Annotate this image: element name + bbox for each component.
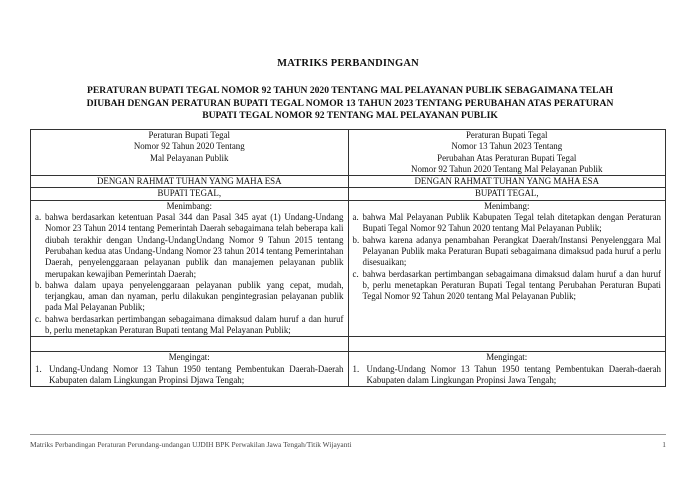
left-header-line-2: Nomor 92 Tahun 2020 Tentang [133,141,245,152]
left-rahmat: DENGAN RAHMAT TUHAN YANG MAHA ESA [31,176,349,188]
list-item: c. bahwa berdasarkan pertimbangan sebagaimana dimaksud dalam huruf a dan huruf b, perlu menetapkan Peraturan Bupati Tegal tentang Perubahan Peraturan Bupati Tegal Nomor 92 Tahun 2020 tentang Mal Pelayanan Publik; [352,268,661,302]
list-item: b. bahwa dalam upaya penyelenggaraan pelayanan publik yang cepat, mudah, terjangkau, aman dan nyaman, perlu dilakukan pengintegrasian pelayanan publik pada Mal Pelayanan Publik; [35,279,344,313]
right-header-line-2: Nomor 13 Tahun 2023 Tentang [451,141,563,152]
left-header-line-1: Peraturan Bupati Tegal [148,130,231,140]
bupati-row [31,188,666,200]
left-menimbang-label: Menimbang: [166,200,212,211]
right-menimbang-label: Menimbang: [484,200,530,211]
right-header-line-3: Perubahan Atas Peraturan Bupati Tegal [437,152,577,163]
list-item: 1. Undang-Undang Nomor 13 Tahun 1950 tentang Pembentukan Daerah-Daerah Kabupaten dalam Lingkungan Propinsi Djawa Tengah; [35,363,344,385]
list-item: a. bahwa Mal Pelayanan Publik Kabupaten Tegal telah ditetapkan dengan Peraturan Bupati Tegal Nomor 92 Tahun 2020 tentang Mal Pelayanan Publik; [352,212,661,234]
right-header-line-4: Nomor 92 Tahun 2020 Tentang Mal Pelayanan Publik [411,163,603,174]
left-mengingat-label: Mengingat: [168,352,210,363]
right-mengingat-cell [348,352,666,387]
list-item: b. bahwa karena adanya penambahan Perangkat Daerah/Instansi Penyelenggara Mal Pelayanan Publik maka Peraturan Bupati sebagaimana dimaksud pada huruf a perlu disesuaikan; [352,234,661,268]
right-menimbang-cell [348,200,666,337]
right-header-line-1: Peraturan Bupati Tegal [465,130,548,140]
mengingat-row [31,352,666,387]
spacer-row [31,337,666,352]
right-header-cell [348,130,666,176]
right-menimbang-list [353,212,662,302]
document-title: MATRIKS PERBANDINGAN [277,58,419,69]
left-mengingat-list [35,364,344,387]
right-bupati: BUPATI TEGAL, [348,188,666,200]
page-number: 1 [662,440,666,449]
right-mengingat-list [353,364,662,387]
header-row [31,130,666,176]
comparison-table [30,129,666,387]
left-bupati: BUPATI TEGAL, [31,188,349,200]
left-spacer-cell [31,337,349,352]
menimbang-row [31,200,666,337]
footer-text: Matriks Perbandingan Peraturan Perundang-undangan UJDIH BPK Perwakilan Jawa Tengah/Titik Wijayanti [30,440,352,449]
left-header-cell [31,130,349,176]
right-mengingat-label: Mengingat: [486,352,528,363]
rahmat-row [31,176,666,188]
left-menimbang-cell [31,200,349,337]
left-mengingat-cell [31,352,349,387]
left-header-line-3: Mal Pelayanan Publik [150,152,229,163]
footer-divider [30,434,666,435]
list-item: c. bahwa berdasarkan pertimbangan sebagaimana dimaksud dalam huruf a dan huruf b, perlu menetapkan Peraturan Bupati tentang Mal Pelayanan Publik; [35,313,344,336]
document-subtitle: PERATURAN BUPATI TEGAL NOMOR 92 TAHUN 2020 TENTANG MAL PELAYANAN PUBLIK SEBAGAIMANA TELAH DIUBAH DENGAN PERATURAN BUPATI TEGAL NOMOR 13 TAHUN 2023 TENTANG PERUBAHAN ATAS PERATURAN BUPATI TEGAL NOMOR 92 TENTANG MAL PELAYANAN PUBLIK [86,85,614,121]
right-spacer-cell [348,337,666,352]
page-footer [30,440,666,449]
list-item: 1. Undang-Undang Nomor 13 Tahun 1950 tentang Pembentukan Daerah-daerah Kabupaten dalam Lingkungan Propinsi Jawa Tengah; [352,363,661,385]
list-item: a. bahwa berdasarkan ketentuan Pasal 344 dan Pasal 345 ayat (1) Undang-Undang Nomor 23 Tahun 2014 tentang Pemerintah Daerah sebagaimana telah beberapa kali diubah terakhir dengan Undang-UndangUndang Nomor 9 Tahun 2015 tentang Perubahan kedua atas Undang-Undang Nomor 23 tahun 2014 tentang Pemerintahan Daerah, penyelenggaraan pelayanan publik dan manajemen pelayanan publik merupakan kewajiban Pemerintah Daerah; [35,212,344,279]
left-menimbang-list [35,212,344,336]
right-rahmat: DENGAN RAHMAT TUHAN YANG MAHA ESA [348,176,666,188]
